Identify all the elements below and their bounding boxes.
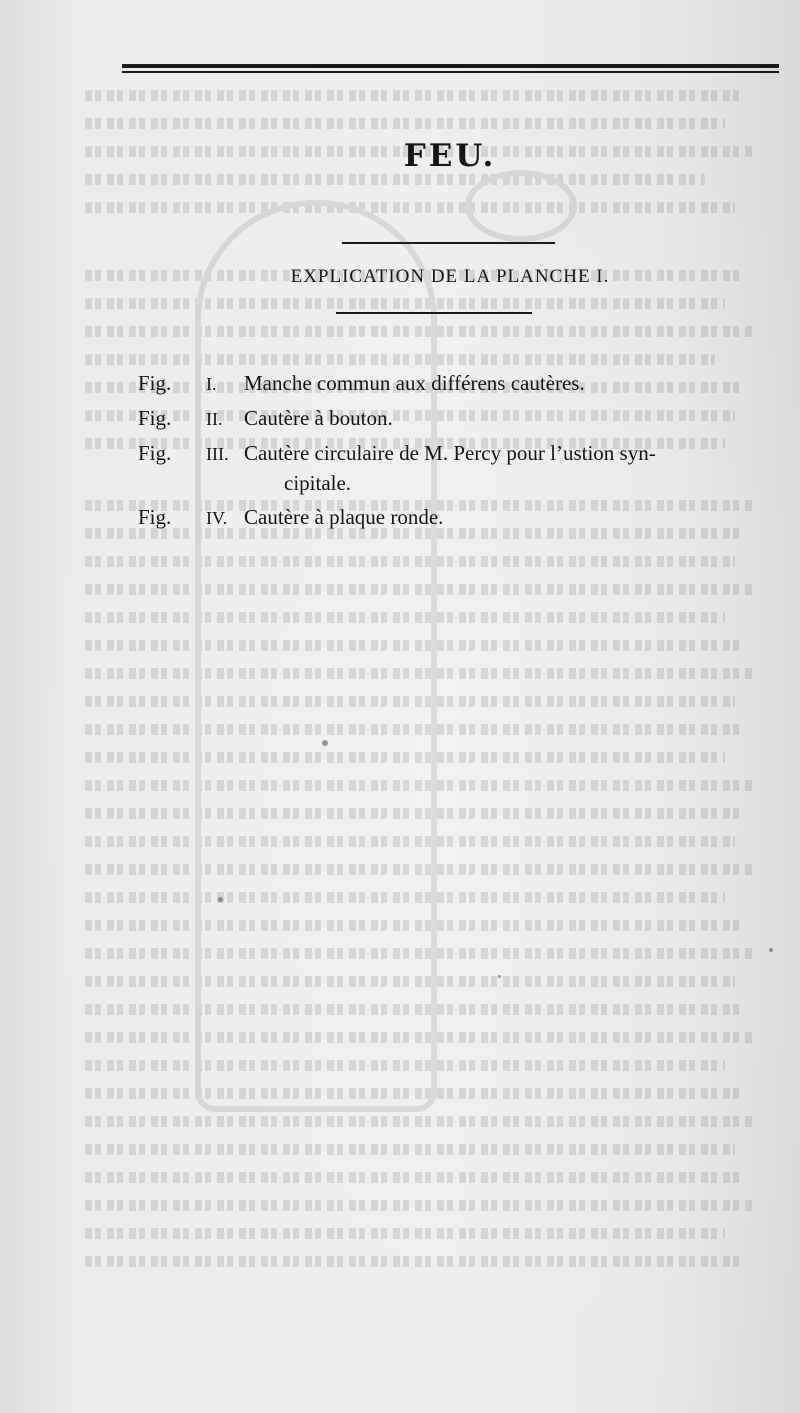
ink-speck <box>498 975 501 978</box>
figure-item <box>138 368 788 399</box>
figure-numeral: III. <box>206 444 229 464</box>
ink-speck <box>322 740 328 746</box>
figure-list <box>138 368 788 537</box>
figure-numeral: II. <box>206 409 223 429</box>
figure-label: Fig. <box>138 505 172 529</box>
figure-numeral: IV. <box>206 508 228 528</box>
ink-speck <box>769 948 773 952</box>
figure-label: Fig. <box>138 371 172 395</box>
figure-item <box>138 403 788 434</box>
figure-caption: Cautère à plaque ronde. <box>244 505 444 529</box>
figure-caption: Cautère à bouton. <box>244 406 393 430</box>
figure-caption-continuation: cipitale. <box>284 471 352 495</box>
figure-caption: Cautère circulaire de M. Percy pour l’ustion syn- <box>244 441 656 465</box>
page-title: FEU. <box>403 138 497 174</box>
figure-caption: Manche commun aux différens cautères. <box>244 371 585 395</box>
figure-label: Fig. <box>138 406 172 430</box>
figure-label: Fig. <box>138 441 172 465</box>
figure-caption-block <box>244 438 764 498</box>
divider-rule-upper <box>342 242 555 244</box>
ink-speck <box>218 897 223 902</box>
top-double-rule <box>122 64 779 74</box>
figure-item <box>138 502 788 533</box>
figure-numeral: I. <box>206 374 217 394</box>
section-heading: EXPLICATION DE LA PLANCHE I. <box>290 266 610 287</box>
divider-rule-lower <box>336 312 532 314</box>
bleed-through-text <box>85 80 775 1300</box>
figure-item <box>138 438 788 498</box>
